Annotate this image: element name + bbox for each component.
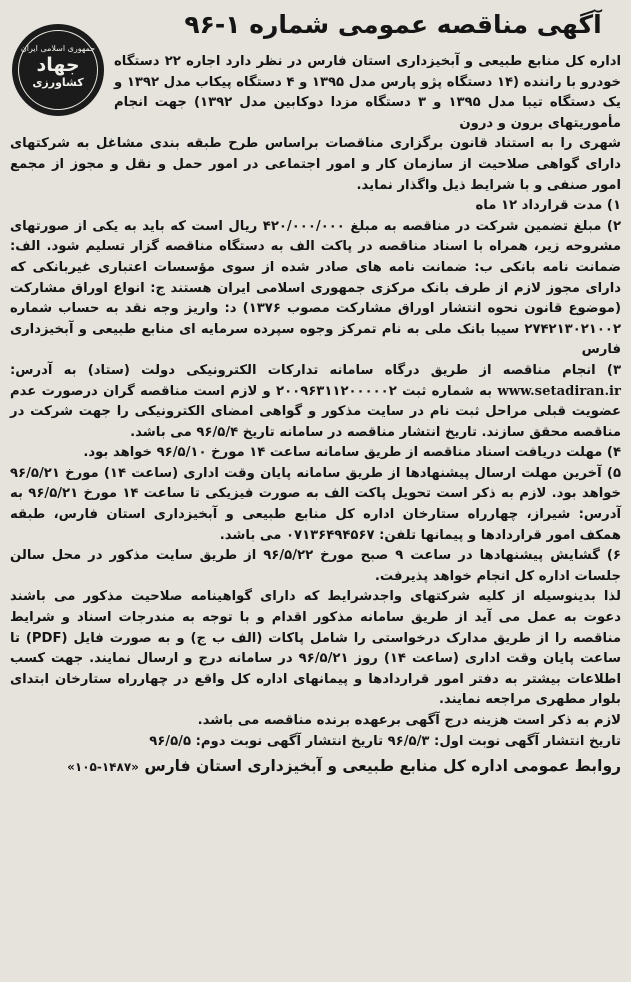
logo-ring <box>18 30 98 110</box>
intro-paragraph: اداره کل منابع طبیعی و آبخیزداری استان فارس در نظر دارد اجاره ۲۲ دستگاه خودرو با راننده (۱۴ دستگاه پژو پارس مدل ۱۳۹۵ و ۴ دستگاه پیکاب مدل ۱۳۹۲ و یک دستگاه تیبا مدل ۱۳۹۵ و ۳ دستگاه مزدا دوکابین مدل ۱۳۹۲) جهت انجام مأموریتهای برون و درون <box>114 54 621 131</box>
item3-before-url: ۳) انجام مناقصه از طریق درگاه سامانه تدارکات الکترونیکی دولت (ستاد) به آدرس: <box>10 362 621 378</box>
closing-pdf: (PDF) <box>25 630 68 646</box>
cost-note: لازم به ذکر است هزینه درج آگهی برعهده برنده مناقصه می باشد. <box>197 713 621 728</box>
notice-title: آگهی مناقصه عمومی شماره ۱-۹۶ <box>184 10 602 39</box>
notice-body <box>10 52 621 752</box>
closing-paragraph <box>10 587 621 711</box>
item-submission-deadline: ۵) آخرین مهلت ارسال پیشنهادها از طریق سامانه پایان وقت اداری (ساعت ۱۴) مورخ ۹۶/۵/۲۱ خواهد بود. لازم به ذکر است تحویل پاکت الف به صورت فیزیکی تا ساعت ۱۴ مورخ ۹۶/۵/۲۱ به آدرس: شیراز، چهارراه ستارخان اداره کل منابع طبیعی و آبخیزداری استان فارس، طبقه همکف امور قراردادها و پیمانها تلفن: ۰۷۱۳۶۴۹۴۵۶۷ می باشد. <box>10 465 621 543</box>
logo-main-text: جهاد <box>36 53 80 76</box>
intro-continuation: شهری را به استناد قانون برگزاری مناقصات براساس طرح طبقه بندی مشاغل به شرکتهای دارای گواهی صلاحیت از سازمان کار و امور اجتماعی در امور حمل و نقل و مجوز از مجمع امور صنفی و با شرایط ذیل واگذار نماید. <box>10 136 621 193</box>
publish-dates: تاریخ انتشار آگهی نوبت اول: ۹۶/۵/۳ تاریخ انتشار آگهی نوبت دوم: ۹۶/۵/۵ <box>149 733 621 749</box>
logo-top-text: جمهوری اسلامی ایران <box>20 43 96 53</box>
notice-footer <box>10 754 621 779</box>
closing-after-pdf: تا ساعت پایان وقت اداری (ساعت ۱۴) روز ۹۶/۵/۲۱ در سامانه درج و ارسال نمایند. جهت کسب اطلاعات بیشتر به دفتر امور قراردادها و پیمانهای اداره کل واقع در چهارراه ستارخان ابتدای بلوار مطهری مراجعه نمایند. <box>10 630 621 708</box>
footer-organization: روابط عمومی اداره کل منابع طبیعی و آبخیزداری استان فارس <box>144 757 621 776</box>
item-contract-duration: ۱) مدت قرارداد ۱۲ ماه <box>475 198 621 214</box>
footer-code: «۱۴۸۷-۱۰۵» <box>67 760 139 775</box>
item-opening: ۶) گشایش پیشنهادها در ساعت ۹ صبح مورخ ۹۶/۵/۲۲ از طریق سایت مذکور در محل سالن جلسات اداره کل انجام خواهد پذیرفت. <box>10 548 621 584</box>
item3-after-url: به شماره ثبت ۲۰۰۹۶۳۱۱۲۰۰۰۰۰۲ و لازم است مناقصه گران درصورت عدم عضویت قبلی مراحل ثبت نام در سایت مذکور و گواهی امضای الکترونیکی را جهت شرکت در مناقصه محقق سازند. تاریخ انتشار مناقصه در سامانه تاریخ ۹۶/۵/۴ می باشد. <box>10 383 621 440</box>
jihad-agriculture-logo <box>12 24 104 116</box>
item-setad-portal <box>10 361 621 443</box>
closing-before-pdf: لذا بدینوسیله از کلیه شرکتهای واجدشرایط که دارای گواهینامه صلاحیت مذکور می باشند دعوت به عمل می آید از طریق سامانه مذکور اقدام و با توجه به مندرجات اسناد و شرایط مناقصه را از طریق مدارک درخواستی را شامل پاکات (الف ب ج) و به صورت فایل <box>10 589 622 646</box>
item-document-deadline: ۴) مهلت دریافت اسناد مناقصه از طریق سامانه ساعت ۱۴ مورخ ۹۶/۵/۱۰ خواهد بود. <box>83 445 621 461</box>
notice-header <box>10 6 621 52</box>
setadiran-link[interactable]: www.setadiran.ir <box>497 383 621 399</box>
logo-sub-text: کشاورزی <box>32 75 84 89</box>
item-guarantee: ۲) مبلغ تضمین شرکت در مناقصه به مبلغ ۴۲۰/۰۰۰/۰۰۰ ریال است که باید به یکی از صورتهای مشروحه زیر، همراه با اسناد مناقصه در پاکت الف به دستگاه مناقصه گزار تسلیم شود. الف: ضمانت نامه بانکی ب: ضمانت نامه های صادر شده از سوی مؤسسات اعتباری غیربانکی که دارای مجوز لازم از طرف بانک مرکزی جمهوری اسلامی ایران هستند ج: انواع اوراق مشارکت (موضوع قانون نحوه انتشار اوراق مشارکت مصوب ۱۳۷۶) د: واریز وجه نقد به حساب شماره ۲۷۴۲۱۳۰۲۱۰۰۲ سیبا بانک ملی به نام تمرکز وجوه سپرده سرمایه ای منابع طبیعی و آبخیزداری فارس <box>10 218 621 358</box>
